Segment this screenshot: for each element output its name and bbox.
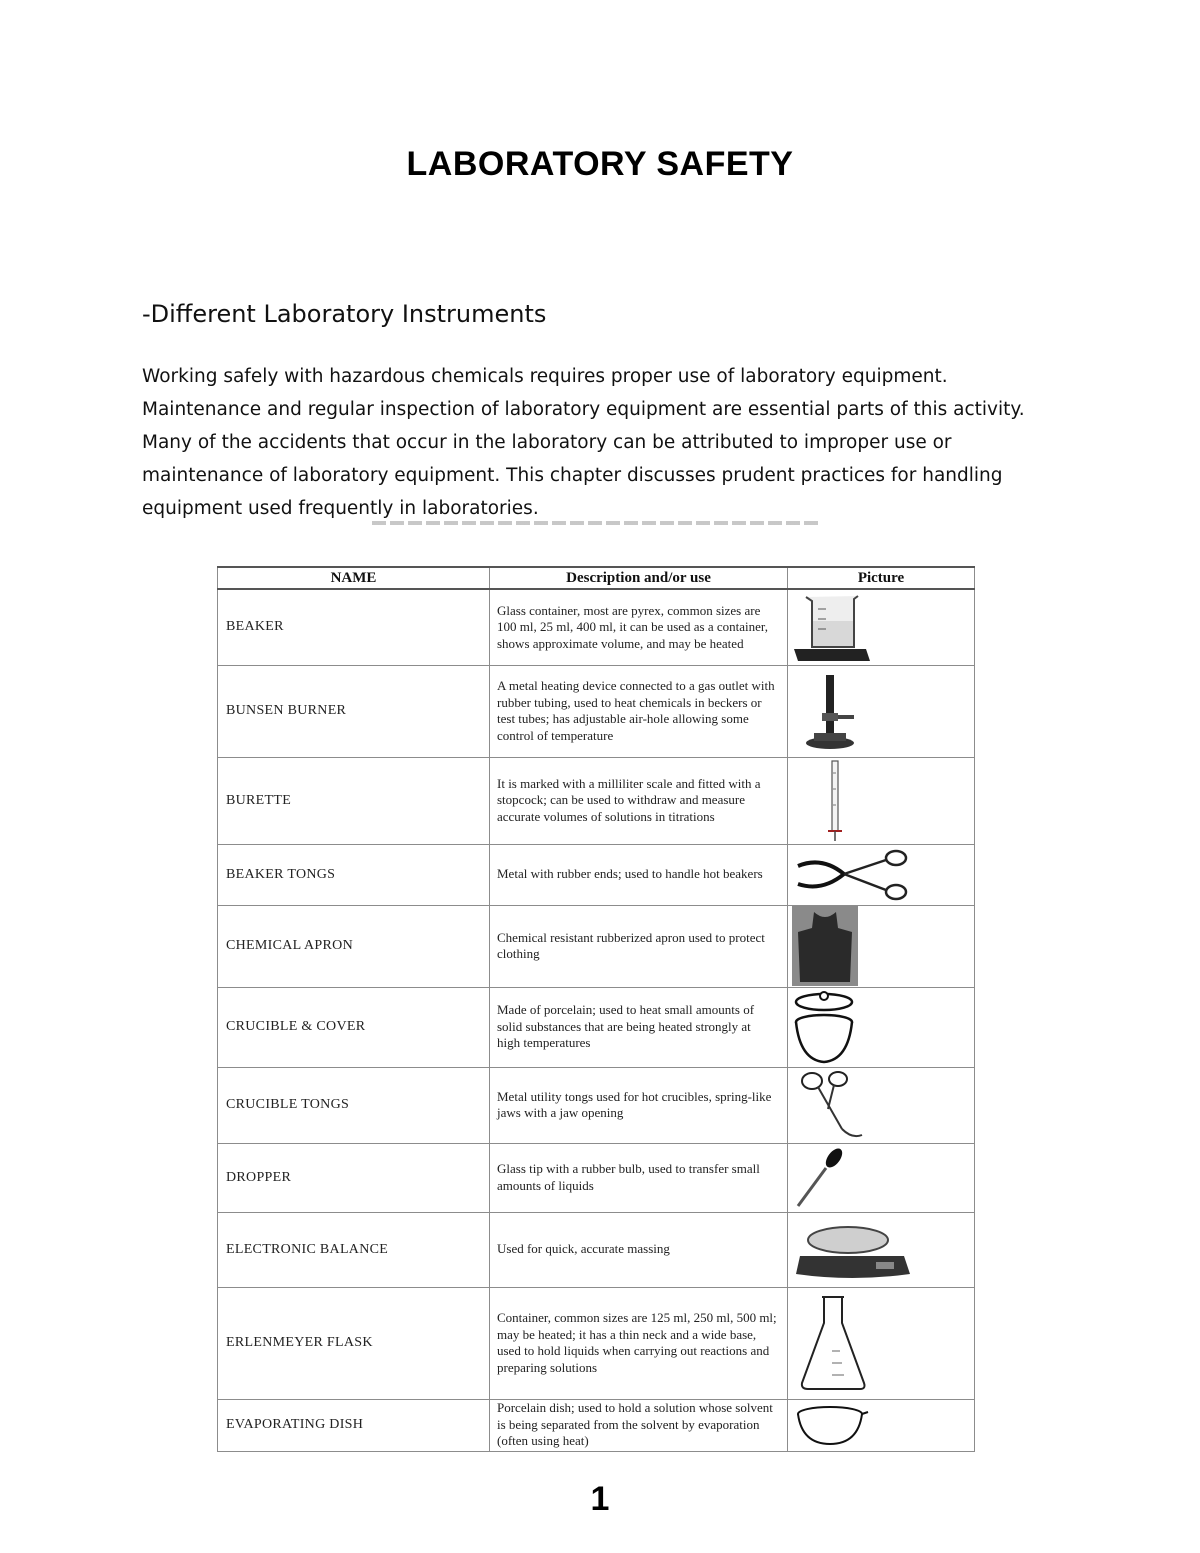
equipment-name: CHEMICAL APRON — [218, 905, 490, 987]
equipment-name: DROPPER — [218, 1143, 490, 1212]
table-row — [218, 1287, 975, 1399]
table-row — [218, 1143, 975, 1212]
equipment-description: Glass container, most are pyrex, common sizes are 100 ml, 25 ml, 400 ml, it can be used as a container, shows approximate volume, and may be heated — [490, 589, 788, 665]
balance-icon — [792, 1216, 916, 1284]
page-number: 1 — [590, 1480, 610, 1518]
bunsen-burner-icon — [792, 669, 872, 753]
equipment-name: CRUCIBLE TONGS — [218, 1067, 490, 1143]
section-heading: -Different Laboratory Instruments — [142, 300, 547, 328]
burette-icon — [792, 759, 872, 843]
equipment-description: Metal with rubber ends; used to handle hot beakers — [490, 844, 788, 905]
intro-line: equipment used frequently in laboratories. — [142, 498, 539, 519]
table-row — [218, 987, 975, 1067]
equipment-name: BEAKER — [218, 589, 490, 665]
equipment-description: It is marked with a milliliter scale and fitted with a stopcock; can be used to withdraw and measure accurate volumes of solutions in titrations — [490, 757, 788, 844]
page-title: LABORATORY SAFETY — [406, 145, 794, 183]
crucible-icon — [792, 988, 872, 1066]
equipment-name: BEAKER TONGS — [218, 844, 490, 905]
equipment-name: ERLENMEYER FLASK — [218, 1287, 490, 1399]
evaporating-dish-icon — [792, 1402, 872, 1448]
faded-scan-line — [372, 521, 822, 525]
equipment-description: A metal heating device connected to a gas outlet with rubber tubing, used to heat chemicals in beckers or test tubes; has adjustable air-hole allowing some control of temperature — [490, 665, 788, 757]
intro-line: Working safely with hazardous chemicals requires proper use of laboratory equipment. — [142, 366, 948, 387]
dropper-icon — [792, 1146, 852, 1210]
table-row — [218, 589, 975, 665]
table-row — [218, 905, 975, 987]
equipment-description: Metal utility tongs used for hot crucibles, spring-like jaws with a jaw opening — [490, 1067, 788, 1143]
equipment-name: BURETTE — [218, 757, 490, 844]
table-row — [218, 844, 975, 905]
equipment-description: Made of porcelain; used to heat small amounts of solid substances that are being heated strongly at high temperatures — [490, 987, 788, 1067]
equipment-description: Chemical resistant rubberized apron used to protect clothing — [490, 905, 788, 987]
table-row — [218, 665, 975, 757]
erlenmeyer-flask-icon — [792, 1291, 872, 1395]
beaker-tongs-icon — [792, 848, 912, 902]
equipment-description: Container, common sizes are 125 ml, 250 ml, 500 ml; may be heated; it has a thin neck and a wide base, used to hold liquids when carrying out reactions and preparing solutions — [490, 1287, 788, 1399]
equipment-name: BUNSEN BURNER — [218, 665, 490, 757]
equipment-description: Porcelain dish; used to hold a solution whose solvent is being separated from the solvent by evaporation (often using heat) — [490, 1399, 788, 1451]
equipment-table — [217, 566, 975, 1452]
equipment-name: ELECTRONIC BALANCE — [218, 1212, 490, 1287]
intro-paragraph — [142, 360, 1102, 525]
beaker-icon — [792, 591, 872, 663]
intro-line: Many of the accidents that occur in the laboratory can be attributed to improper use or — [142, 432, 952, 453]
apron-icon — [792, 906, 862, 986]
table-row — [218, 1067, 975, 1143]
header-picture: Picture — [788, 567, 975, 589]
equipment-description: Glass tip with a rubber bulb, used to transfer small amounts of liquids — [490, 1143, 788, 1212]
header-description: Description and/or use — [490, 567, 788, 589]
header-name: NAME — [218, 567, 490, 589]
intro-line: Maintenance and regular inspection of laboratory equipment are essential parts of this activity. — [142, 399, 1025, 420]
equipment-description: Used for quick, accurate massing — [490, 1212, 788, 1287]
table-row — [218, 1212, 975, 1287]
equipment-name: EVAPORATING DISH — [218, 1399, 490, 1451]
intro-line: maintenance of laboratory equipment. This chapter discusses prudent practices for handling — [142, 465, 1003, 486]
crucible-tongs-icon — [792, 1069, 872, 1141]
table-header-row — [218, 567, 975, 589]
table-row — [218, 757, 975, 844]
equipment-name: CRUCIBLE & COVER — [218, 987, 490, 1067]
table-row — [218, 1399, 975, 1451]
